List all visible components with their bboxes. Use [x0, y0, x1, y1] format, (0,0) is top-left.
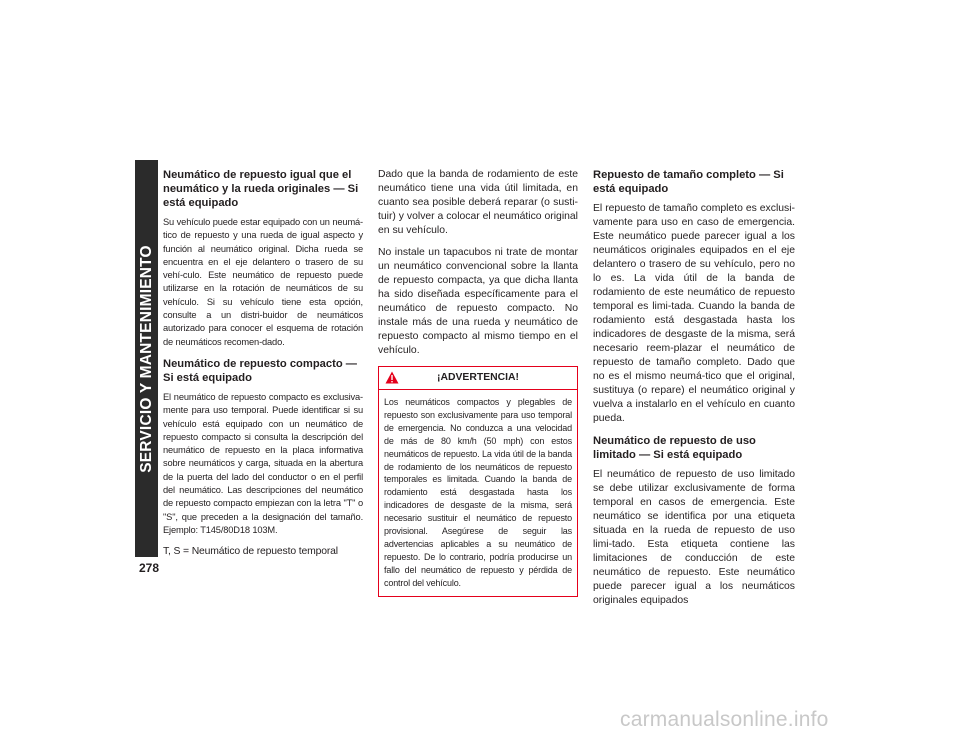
paragraph-no-hubcap: No instale un tapacubos ni trate de montar un neumático convencional sobre la llanta de repuesto compacta, ya que dicha llanta ha sido diseñada específicamente para el neumático de repuesto compacto. No instale más de una rueda y neumático de repuesto compacto al mismo tiempo en el vehículo.	[378, 247, 578, 356]
heading-compact-spare: Neumático de repuesto compacto — Si está equipado	[163, 357, 357, 384]
warning-triangle-icon	[385, 371, 399, 384]
section-tab	[135, 160, 158, 557]
warning-header	[379, 367, 577, 390]
warning-box	[378, 366, 578, 597]
paragraph-temporary-code: T, S = Neumático de repuesto temporal	[163, 546, 338, 558]
heading-matching-spare: Neumático de repuesto igual que el neumático y la rueda originales — Si está equipado	[163, 169, 359, 209]
heading-full-size-spare: Repuesto de tamaño completo — Si está equipado	[593, 169, 784, 195]
paragraph-matching-spare: Su vehículo puede estar equipado con un neumá-tico de repuesto y una rueda de igual aspecto y función al neumático original. Dicha rueda se encuentra en el eje delantero o trasero de su vehí-culo. Este neumático de repuesto puede utilizarse en la rotación de neumáticos de su vehículo. Si su vehículo tiene esta opción, consulte a un distri-buidor de neumáticos autorizado para conocer el esquema de rotación de neumáticos recomen-dado.	[163, 217, 363, 347]
column-3	[593, 168, 795, 616]
paragraph-full-size-spare: El repuesto de tamaño completo es exclusi-vamente para uso en caso de emergencia. Este neumático puede parecer igual a los neumáticos originales equipados en el eje delantero o trasero de su vehículo, pero no lo es. La vida útil de la banda de rodamiento de este neumático de repuesto temporal es limi-tada. Cuando la banda de rodamiento está desgastada hasta los indicadores de desgaste de la misma, será necesario reem-plazar el neumático de repuesto de tamaño completo. Dado que no es el mismo neumá-tico que el original, sustituya (o repare) el neumático original y vuelva a instalarlo en el vehículo en cuanto pueda.	[593, 203, 795, 424]
paragraph-tread-life: Dado que la banda de rodamiento de este neumático tiene una vida útil limitada, en cuanto sea posible deberá reparar (o susti-tuir) y volver a colocar el neumático original en su vehículo.	[378, 169, 578, 236]
column-1	[163, 168, 363, 567]
paragraph-compact-spare: El neumático de repuesto compacto es exclusiva-mente para uso temporal. Puede identificar si su vehículo está equipado con un neumático de repuesto compacto si consulta la descripción del neumático de repuesto en la placa informativa sobre neumáticos y carga, situada en la abertura de la puerta del lado del conductor o en el perfil del neumático. Las descripciones del neumático de repuesto compacto empiezan con la letra "T" o "S", que preceden a la designación del tamaño. Ejemplo: T145/80D18 103M.	[163, 391, 363, 535]
heading-limited-use-spare: Neumático de repuesto de uso limitado — Si está equipado	[593, 435, 756, 461]
page-number: 278	[139, 561, 160, 575]
paragraph-limited-use-spare: El neumático de repuesto de uso limitado se debe utilizar exclusivamente de forma temporal en casos de emergencia. Este neumático se identifica por una etiqueta situada en la rueda de repuesto de uso limi-tado. Esta etiqueta contiene las limitaciones de conducción de este neumático de repuesto. Este neumático puede parecer igual a los neumáticos originales equipados	[593, 469, 795, 606]
watermark: carmanualsonline.info	[620, 708, 829, 731]
warning-title: ¡ADVERTENCIA!	[437, 372, 519, 383]
warning-text: Los neumáticos compactos y plegables de repuesto son exclusivamente para uso temporal de emergencia. No conduzca a una velocidad de más de 80 km/h (50 mph) con estos neumáticos de repuesto. La vida útil de la banda de rodamiento de los neumáticos de repuesto temporales es limitada. Cuando la banda de rodamiento está desgastada hasta los indicadores de desgaste de la misma, será necesario sustituir el neumático de repuesto provisional. Asegúrese de seguir las advertencias aplicables a su neumático de repuesto. De lo contrario, podría producirse un fallo del neumático de repuesto y pérdida de control del vehículo.	[384, 397, 572, 588]
section-title: SERVICIO Y MANTENIMIENTO	[137, 244, 155, 473]
column-2	[378, 168, 578, 597]
